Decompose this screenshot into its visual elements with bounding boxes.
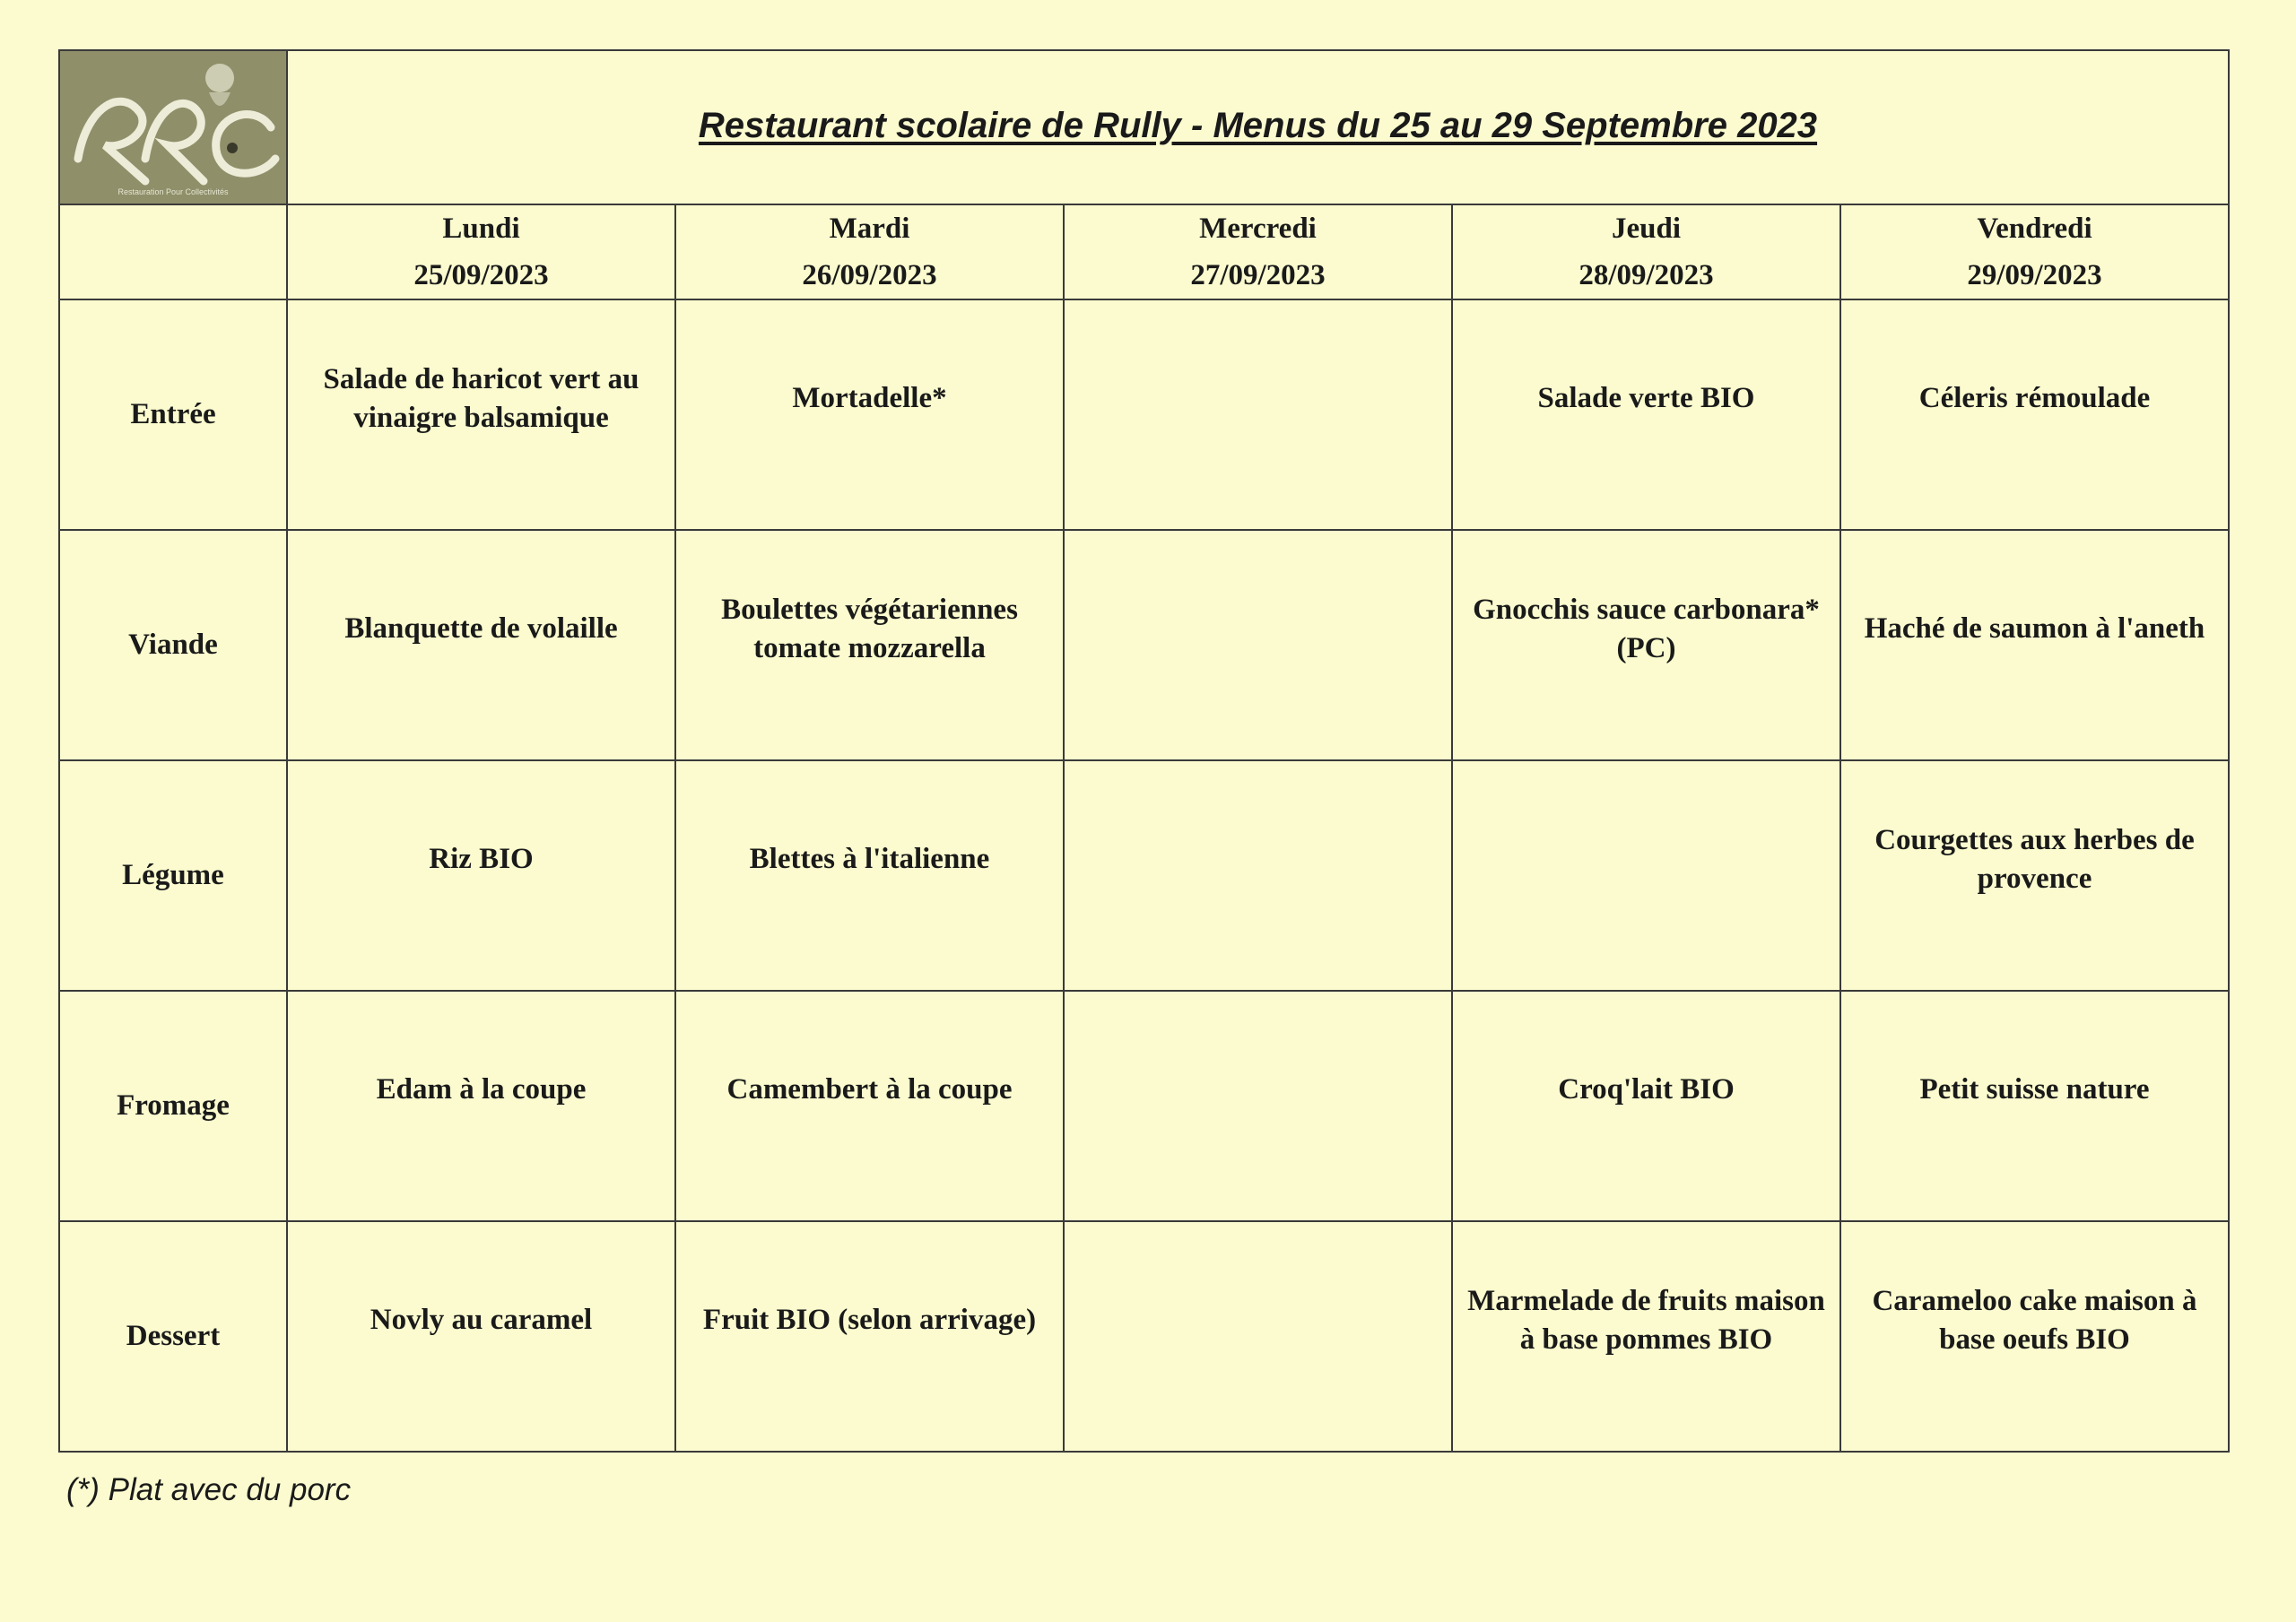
day-name: Mardi xyxy=(829,213,910,245)
menu-cell xyxy=(287,299,675,530)
day-name: Vendredi xyxy=(1977,213,2092,245)
menu-item: Petit suisse nature xyxy=(1919,1073,2150,1106)
rrc-logo xyxy=(60,51,286,204)
menu-cell xyxy=(287,1221,675,1452)
menu-cell xyxy=(1064,1221,1452,1452)
menu-item: Blanquette de volaille xyxy=(344,612,618,645)
day-header xyxy=(287,204,675,299)
menu-cell xyxy=(1064,299,1452,530)
menu-title: Restaurant scolaire de Rully - Menus du 25 au 29 Septembre 2023 xyxy=(698,106,1818,145)
menu-item: Gnocchis sauce carbonara* (PC) xyxy=(1473,593,1820,664)
menu-item: Marmelade de fruits maison à base pommes BIO xyxy=(1467,1284,1825,1356)
day-name: Jeudi xyxy=(1611,213,1682,245)
menu-item: Fruit BIO (selon arrivage) xyxy=(702,1304,1037,1336)
menu-cell xyxy=(1452,760,1840,991)
menu-item: Camembert à la coupe xyxy=(726,1073,1013,1106)
days-row xyxy=(59,204,2229,299)
menu-cell xyxy=(1840,1221,2229,1452)
menu-item: Carameloo cake maison à base oeufs BIO xyxy=(1872,1284,2197,1356)
meal-label: Fromage xyxy=(59,991,287,1221)
meal-label: Entrée xyxy=(59,299,287,530)
title-cell xyxy=(287,50,2229,204)
day-date: 29/09/2023 xyxy=(1967,259,2102,291)
weekly-menu-table xyxy=(58,49,2230,1453)
logo-tagline: Restauration Pour Collectivités xyxy=(117,187,229,196)
menu-item: Riz BIO xyxy=(429,843,534,875)
meal-row-legume xyxy=(59,760,2229,991)
menu-cell xyxy=(1064,530,1452,760)
logo-cell xyxy=(59,50,287,204)
menu-item: Novly au caramel xyxy=(370,1304,593,1336)
menu-item: Boulettes végétariennes tomate mozzarella xyxy=(721,593,1018,664)
menu-item: Haché de saumon à l'aneth xyxy=(1864,612,2205,645)
pork-footnote: (*) Plat avec du porc xyxy=(66,1472,352,1507)
day-header xyxy=(1064,204,1452,299)
day-date: 27/09/2023 xyxy=(1190,259,1326,291)
menu-item: Blettes à l'italienne xyxy=(749,843,990,875)
menu-item: Salade verte BIO xyxy=(1537,382,1755,414)
day-date: 26/09/2023 xyxy=(802,259,937,291)
menu-item: Salade de haricot vert au vinaigre balsamique xyxy=(323,362,639,434)
meal-row-entree xyxy=(59,299,2229,530)
day-name: Lundi xyxy=(442,213,520,245)
day-header xyxy=(1452,204,1840,299)
header-row xyxy=(59,50,2229,204)
menu-cell xyxy=(1840,299,2229,530)
menu-cell xyxy=(675,299,1064,530)
day-header xyxy=(1840,204,2229,299)
menu-cell xyxy=(1064,760,1452,991)
menu-item: Edam à la coupe xyxy=(376,1073,587,1106)
menu-cell xyxy=(1840,991,2229,1221)
menu-cell xyxy=(675,530,1064,760)
menu-cell xyxy=(1840,760,2229,991)
menu-cell xyxy=(675,991,1064,1221)
meal-row-viande xyxy=(59,530,2229,760)
meal-label: Viande xyxy=(59,530,287,760)
meal-row-dessert xyxy=(59,1221,2229,1452)
meal-row-fromage xyxy=(59,991,2229,1221)
menu-item: Mortadelle* xyxy=(792,382,947,414)
menu-item: Céleris rémoulade xyxy=(1918,382,2151,414)
empty-corner-cell xyxy=(59,204,287,299)
meal-label: Légume xyxy=(59,760,287,991)
menu-cell xyxy=(1452,1221,1840,1452)
menu-item: Courgettes aux herbes de provence xyxy=(1874,823,2195,895)
meal-label: Dessert xyxy=(59,1221,287,1452)
menu-cell xyxy=(1064,991,1452,1221)
day-header xyxy=(675,204,1064,299)
menu-cell xyxy=(287,991,675,1221)
menu-cell xyxy=(675,1221,1064,1452)
menu-cell xyxy=(675,760,1064,991)
menu-cell xyxy=(1452,530,1840,760)
day-date: 28/09/2023 xyxy=(1578,259,1714,291)
day-date: 25/09/2023 xyxy=(413,259,549,291)
menu-item: Croq'lait BIO xyxy=(1558,1073,1735,1106)
menu-cell xyxy=(1452,991,1840,1221)
menu-cell xyxy=(1840,530,2229,760)
day-name: Mercredi xyxy=(1199,213,1317,245)
menu-cell xyxy=(1452,299,1840,530)
menu-cell xyxy=(287,530,675,760)
menu-cell xyxy=(287,760,675,991)
